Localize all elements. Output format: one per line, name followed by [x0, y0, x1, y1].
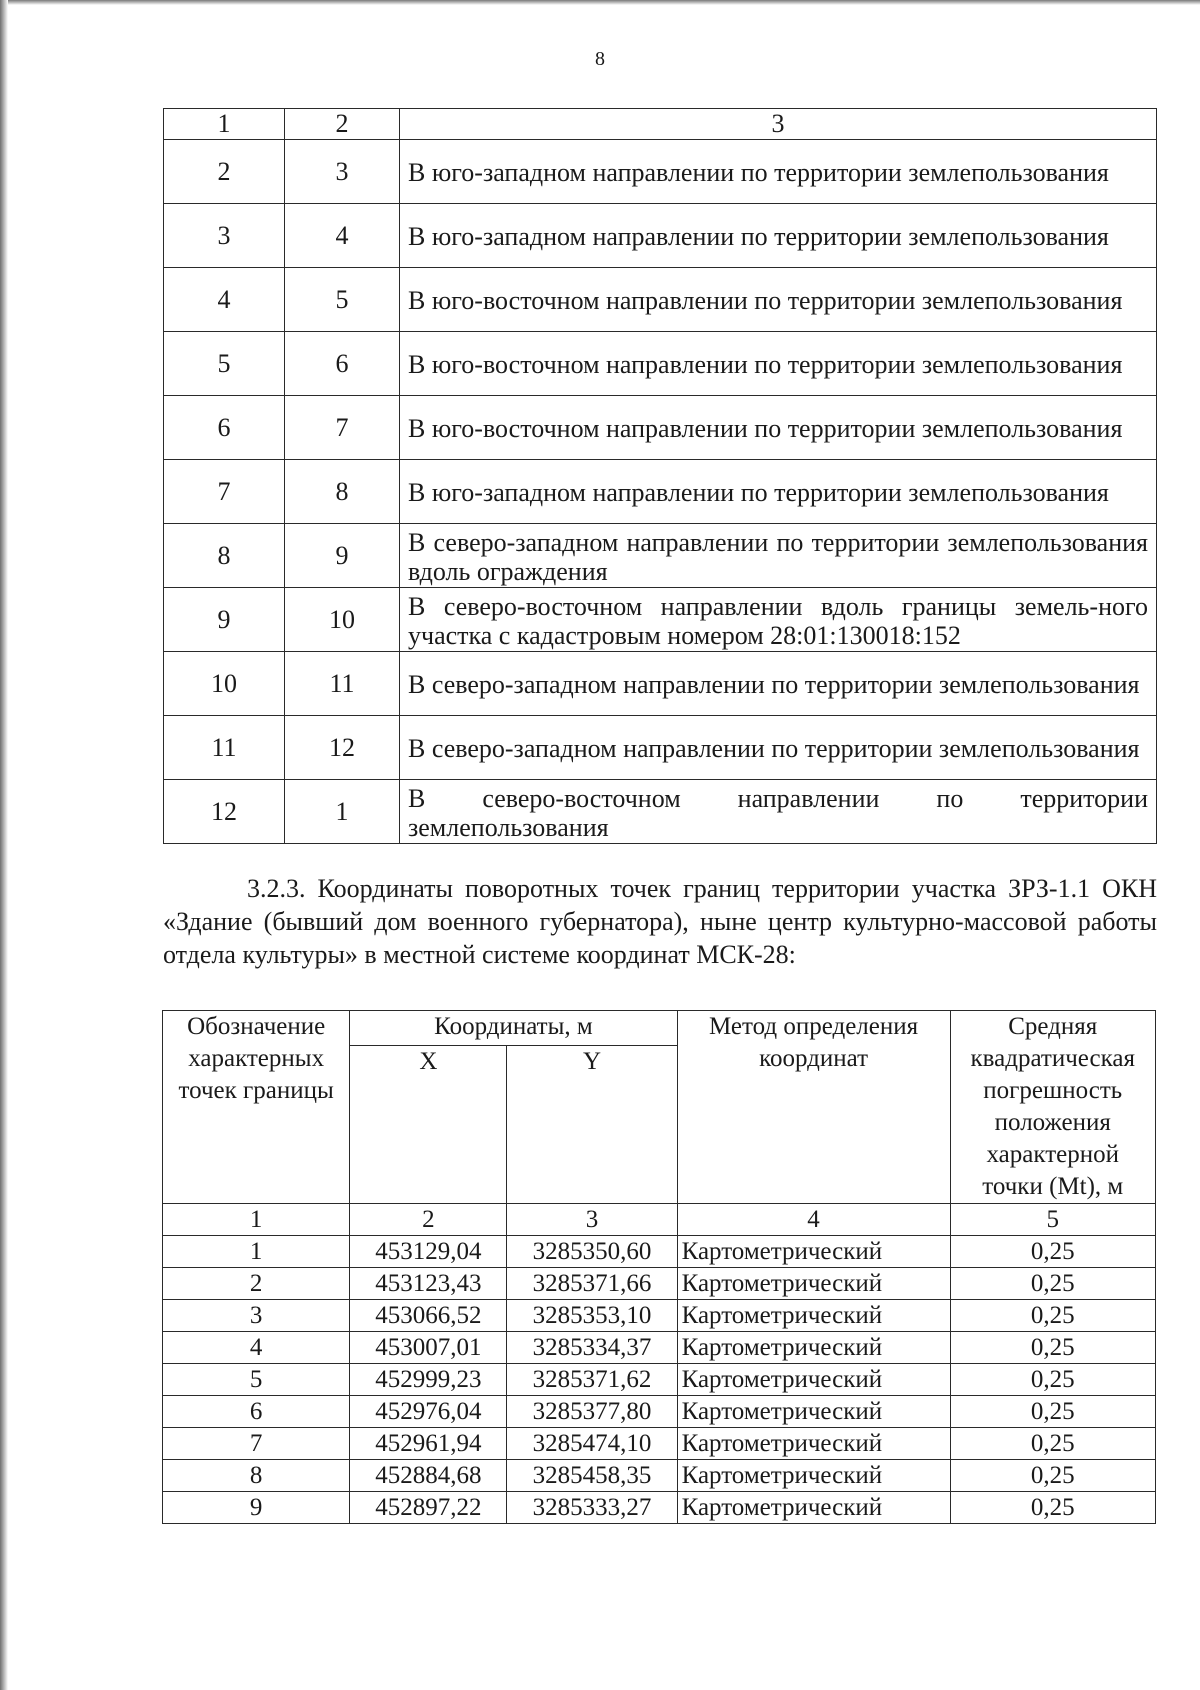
coordinate-x: 452897,22 — [350, 1492, 507, 1524]
header-cell: 3 — [400, 109, 1157, 140]
point-id: 8 — [163, 1460, 350, 1492]
coordinate-x: 453007,01 — [350, 1332, 507, 1364]
method-cell: Картометрический — [677, 1236, 950, 1268]
table-row — [164, 268, 1157, 332]
column-number: 5 — [950, 1204, 1155, 1236]
method-cell: Картометрический — [677, 1364, 950, 1396]
table-row — [163, 1364, 1156, 1396]
point-id: 7 — [163, 1428, 350, 1460]
table-row — [163, 1460, 1156, 1492]
table-row — [164, 524, 1157, 588]
point-to: 11 — [285, 652, 400, 716]
point-id: 2 — [163, 1268, 350, 1300]
coordinate-y: 3285371,62 — [507, 1364, 677, 1396]
point-to: 5 — [285, 268, 400, 332]
point-to: 8 — [285, 460, 400, 524]
point-from: 9 — [164, 588, 285, 652]
page-number: 8 — [595, 48, 605, 70]
point-from: 4 — [164, 268, 285, 332]
direction-description: В северо-восточном направлении вдоль границы земель-ного участка с кадастровым номером 28:01:130018:152 — [400, 588, 1157, 652]
point-id: 3 — [163, 1300, 350, 1332]
direction-description: В юго-западном направлении по территории землепользования — [400, 460, 1157, 524]
direction-description: В юго-восточном направлении по территории землепользования — [400, 268, 1157, 332]
table-row — [164, 588, 1157, 652]
method-cell: Картометрический — [677, 1492, 950, 1524]
point-from: 8 — [164, 524, 285, 588]
header-cell: 2 — [285, 109, 400, 140]
point-id: 9 — [163, 1492, 350, 1524]
direction-description: В юго-восточном направлении по территории землепользования — [400, 396, 1157, 460]
method-cell: Картометрический — [677, 1396, 950, 1428]
coordinate-x: 452961,94 — [350, 1428, 507, 1460]
coordinate-x: 453066,52 — [350, 1300, 507, 1332]
coordinate-y: 3285350,60 — [507, 1236, 677, 1268]
error-cell: 0,25 — [950, 1460, 1155, 1492]
point-to: 3 — [285, 140, 400, 204]
method-cell: Картометрический — [677, 1428, 950, 1460]
direction-description: В северо-западном направлении по территории землепользования — [400, 716, 1157, 780]
table-row — [164, 396, 1157, 460]
point-id: 6 — [163, 1396, 350, 1428]
point-from: 11 — [164, 716, 285, 780]
table-row — [164, 140, 1157, 204]
point-id: 4 — [163, 1332, 350, 1364]
header-cell: 1 — [164, 109, 285, 140]
header-point: Обозначение характерных точек границы — [163, 1011, 350, 1204]
column-number: 3 — [507, 1204, 677, 1236]
table-header-row — [163, 1011, 1156, 1046]
scan-edge-top — [0, 0, 1200, 5]
point-from: 7 — [164, 460, 285, 524]
table-row — [163, 1300, 1156, 1332]
column-number: 1 — [163, 1204, 350, 1236]
coordinate-x: 452884,68 — [350, 1460, 507, 1492]
table-row — [164, 652, 1157, 716]
scan-edge-left — [0, 0, 8, 1690]
direction-description: В северо-западном направлении по территории землепользования вдоль ограждения — [400, 524, 1157, 588]
direction-description: В юго-восточном направлении по территории землепользования — [400, 332, 1157, 396]
table-row — [163, 1332, 1156, 1364]
point-to: 12 — [285, 716, 400, 780]
direction-description: В юго-западном направлении по территории землепользования — [400, 204, 1157, 268]
error-cell: 0,25 — [950, 1268, 1155, 1300]
coordinate-y: 3285377,80 — [507, 1396, 677, 1428]
error-cell: 0,25 — [950, 1364, 1155, 1396]
point-from: 10 — [164, 652, 285, 716]
header-error: Средняя квадратическая погрешность положения характерной точки (Mt), м — [950, 1011, 1155, 1204]
table-row — [164, 780, 1157, 844]
point-to: 6 — [285, 332, 400, 396]
table-row — [164, 460, 1157, 524]
point-to: 4 — [285, 204, 400, 268]
column-number-row — [163, 1204, 1156, 1236]
error-cell: 0,25 — [950, 1236, 1155, 1268]
point-from: 3 — [164, 204, 285, 268]
column-number: 4 — [677, 1204, 950, 1236]
column-number: 2 — [350, 1204, 507, 1236]
error-cell: 0,25 — [950, 1300, 1155, 1332]
table-row — [164, 204, 1157, 268]
table-row — [163, 1236, 1156, 1268]
boundary-description-table — [163, 108, 1157, 844]
point-from: 5 — [164, 332, 285, 396]
error-cell: 0,25 — [950, 1332, 1155, 1364]
table-row — [163, 1396, 1156, 1428]
table-row — [163, 1492, 1156, 1524]
coordinate-y: 3285474,10 — [507, 1428, 677, 1460]
direction-description: В северо-восточном направлении по территории землепользования — [400, 780, 1157, 844]
method-cell: Картометрический — [677, 1460, 950, 1492]
coordinate-x: 453129,04 — [350, 1236, 507, 1268]
header-coordinates: Координаты, м — [350, 1011, 677, 1046]
coordinate-y: 3285458,35 — [507, 1460, 677, 1492]
direction-description: В северо-западном направлении по территории землепользования — [400, 652, 1157, 716]
point-from: 12 — [164, 780, 285, 844]
table-row — [164, 332, 1157, 396]
table-row — [164, 716, 1157, 780]
coordinate-y: 3285333,27 — [507, 1492, 677, 1524]
method-cell: Картометрический — [677, 1268, 950, 1300]
point-from: 6 — [164, 396, 285, 460]
direction-description: В юго-западном направлении по территории землепользования — [400, 140, 1157, 204]
point-to: 9 — [285, 524, 400, 588]
coordinates-table — [162, 1010, 1156, 1524]
coordinate-y: 3285353,10 — [507, 1300, 677, 1332]
coordinate-y: 3285334,37 — [507, 1332, 677, 1364]
point-to: 10 — [285, 588, 400, 652]
error-cell: 0,25 — [950, 1396, 1155, 1428]
table-row — [163, 1428, 1156, 1460]
section-paragraph: 3.2.3. Координаты поворотных точек границ территории участка ЗРЗ-1.1 ОКН «Здание (бывший дом военного губернатора), ныне центр культурно-массовой работы отдела культуры» в местной системе координат МСК-28: — [163, 874, 1157, 969]
method-cell: Картометрический — [677, 1300, 950, 1332]
header-method: Метод определения координат — [677, 1011, 950, 1204]
coordinate-x: 452999,23 — [350, 1364, 507, 1396]
coordinate-x: 453123,43 — [350, 1268, 507, 1300]
header-y: Y — [507, 1045, 677, 1203]
point-to: 7 — [285, 396, 400, 460]
header-x: X — [350, 1045, 507, 1203]
point-id: 5 — [163, 1364, 350, 1396]
table-header-row — [164, 109, 1157, 140]
point-from: 2 — [164, 140, 285, 204]
error-cell: 0,25 — [950, 1428, 1155, 1460]
method-cell: Картометрический — [677, 1332, 950, 1364]
point-to: 1 — [285, 780, 400, 844]
error-cell: 0,25 — [950, 1492, 1155, 1524]
table-row — [163, 1268, 1156, 1300]
coordinate-x: 452976,04 — [350, 1396, 507, 1428]
point-id: 1 — [163, 1236, 350, 1268]
coordinate-y: 3285371,66 — [507, 1268, 677, 1300]
